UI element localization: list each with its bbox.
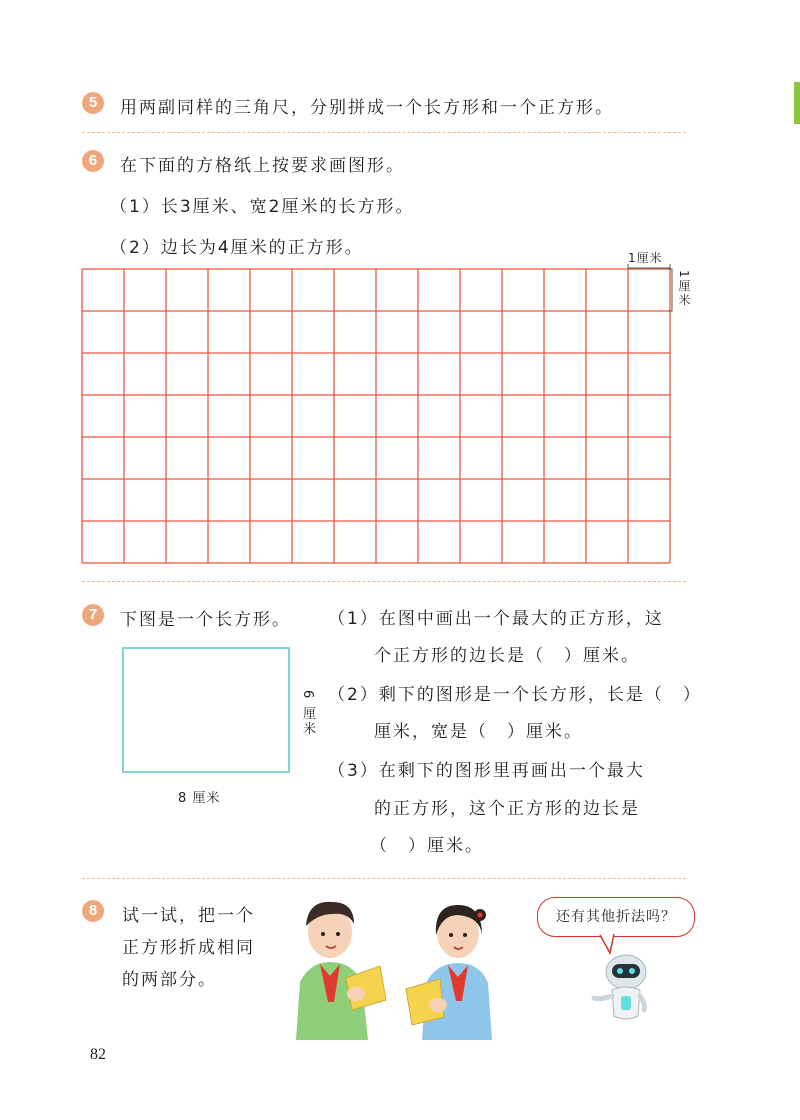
question-5-text: 用两副同样的三角尺，分别拼成一个长方形和一个正方形。 [120,98,614,118]
question-6-item-1: （1）长3厘米、宽2厘米的长方形。 [110,197,415,217]
unit-label-top: 1厘米 [628,251,663,265]
speech-bubble: 还有其他折法吗？ [537,897,695,937]
question-7-badge: 7 [82,604,104,626]
unit-label-side: 1厘米 [677,270,691,308]
rectangle-height-label: 6 厘米 [300,690,315,737]
question-8-badge: 8 [82,900,104,922]
rectangle-width-label: 8 厘米 [178,791,221,806]
question-8-line-2: 正方形折成相同 [122,938,255,958]
question-6-text: 在下面的方格纸上按要求画图形。 [120,156,405,176]
rectangle-figure [122,647,290,773]
question-7-line-7: （ ）厘米。 [370,836,484,856]
robot-illustration [590,950,660,1025]
question-8-line-3: 的两部分。 [122,970,217,990]
question-6-item-2: （2）边长为4厘米的正方形。 [110,238,364,258]
page-number: 82 [90,1046,106,1063]
divider [82,878,686,879]
question-7-line-4: 厘米，宽是（ ）厘米。 [374,722,583,742]
question-7-line-2: 个正方形的边长是（ ）厘米。 [374,646,640,666]
question-7-line-5: （3）在剩下的图形里再画出一个最大 [328,761,645,781]
question-7-text: 下图是一个长方形。 [120,610,291,630]
question-7-line-3: （2）剩下的图形是一个长方形，长是（ ） [328,685,702,705]
question-8-line-1: 试一试，把一个 [122,906,255,926]
question-5-badge: 5 [82,92,104,114]
question-7-line-6: 的正方形，这个正方形的边长是 [374,799,640,819]
question-6-badge: 6 [82,150,104,172]
divider [82,581,686,582]
unit-bracket-top [628,264,670,268]
girl-illustration [400,893,510,1040]
boy-illustration [282,890,392,1040]
question-7-line-1: （1）在图中画出一个最大的正方形，这 [328,609,664,629]
